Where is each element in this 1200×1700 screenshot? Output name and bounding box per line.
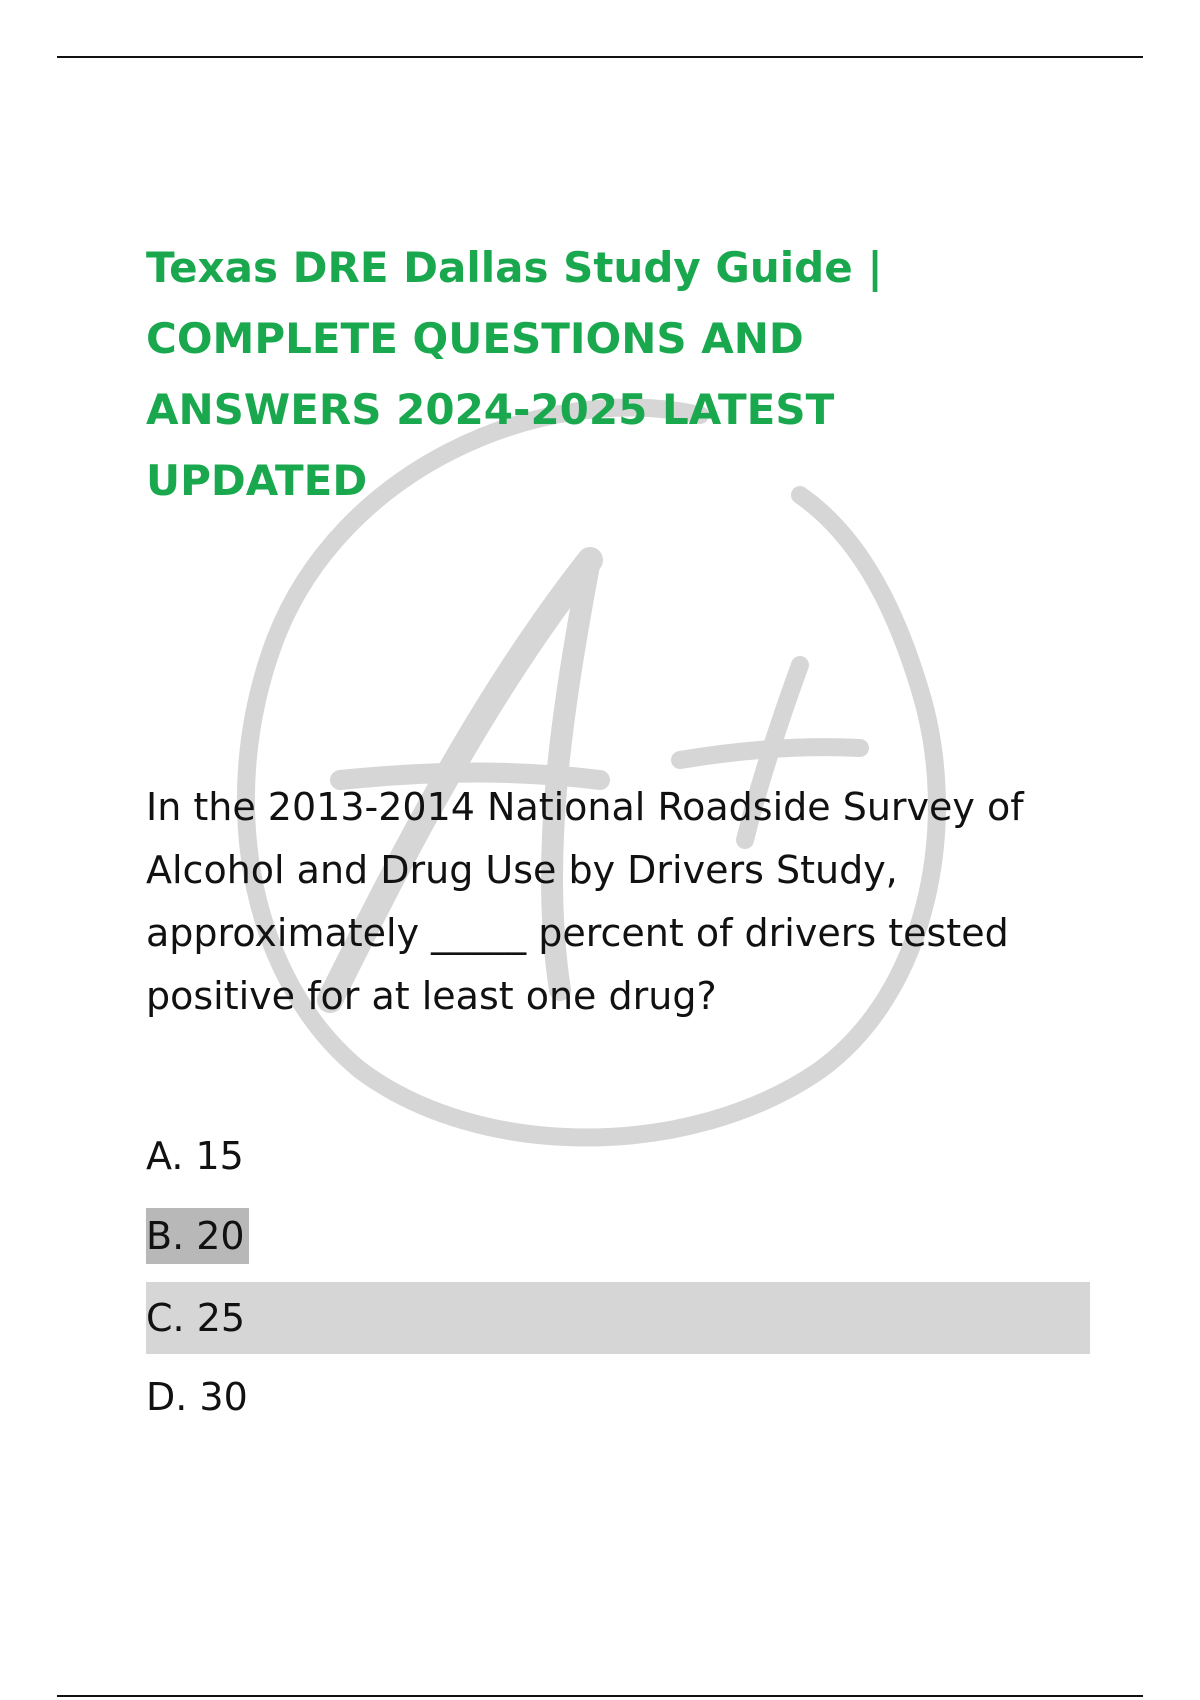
option-c-highlighted: C. 25 [146, 1282, 1090, 1354]
top-rule [57, 56, 1143, 58]
option-d: D. 30 [146, 1375, 248, 1419]
question-text: In the 2013-2014 National Roadside Survey of Alcohol and Drug Use by Drivers Study, approximately _____ percent of drivers tested positive for at least one drug? [146, 785, 1024, 1018]
option-a: A. 15 [146, 1134, 244, 1178]
document-title: Texas DRE Dallas Study Guide | COMPLETE QUESTIONS AND ANSWERS 2024-2025 LATEST UPDATED [146, 243, 883, 505]
option-b-highlighted: B. 20 [146, 1208, 249, 1264]
bottom-rule [57, 1695, 1143, 1697]
